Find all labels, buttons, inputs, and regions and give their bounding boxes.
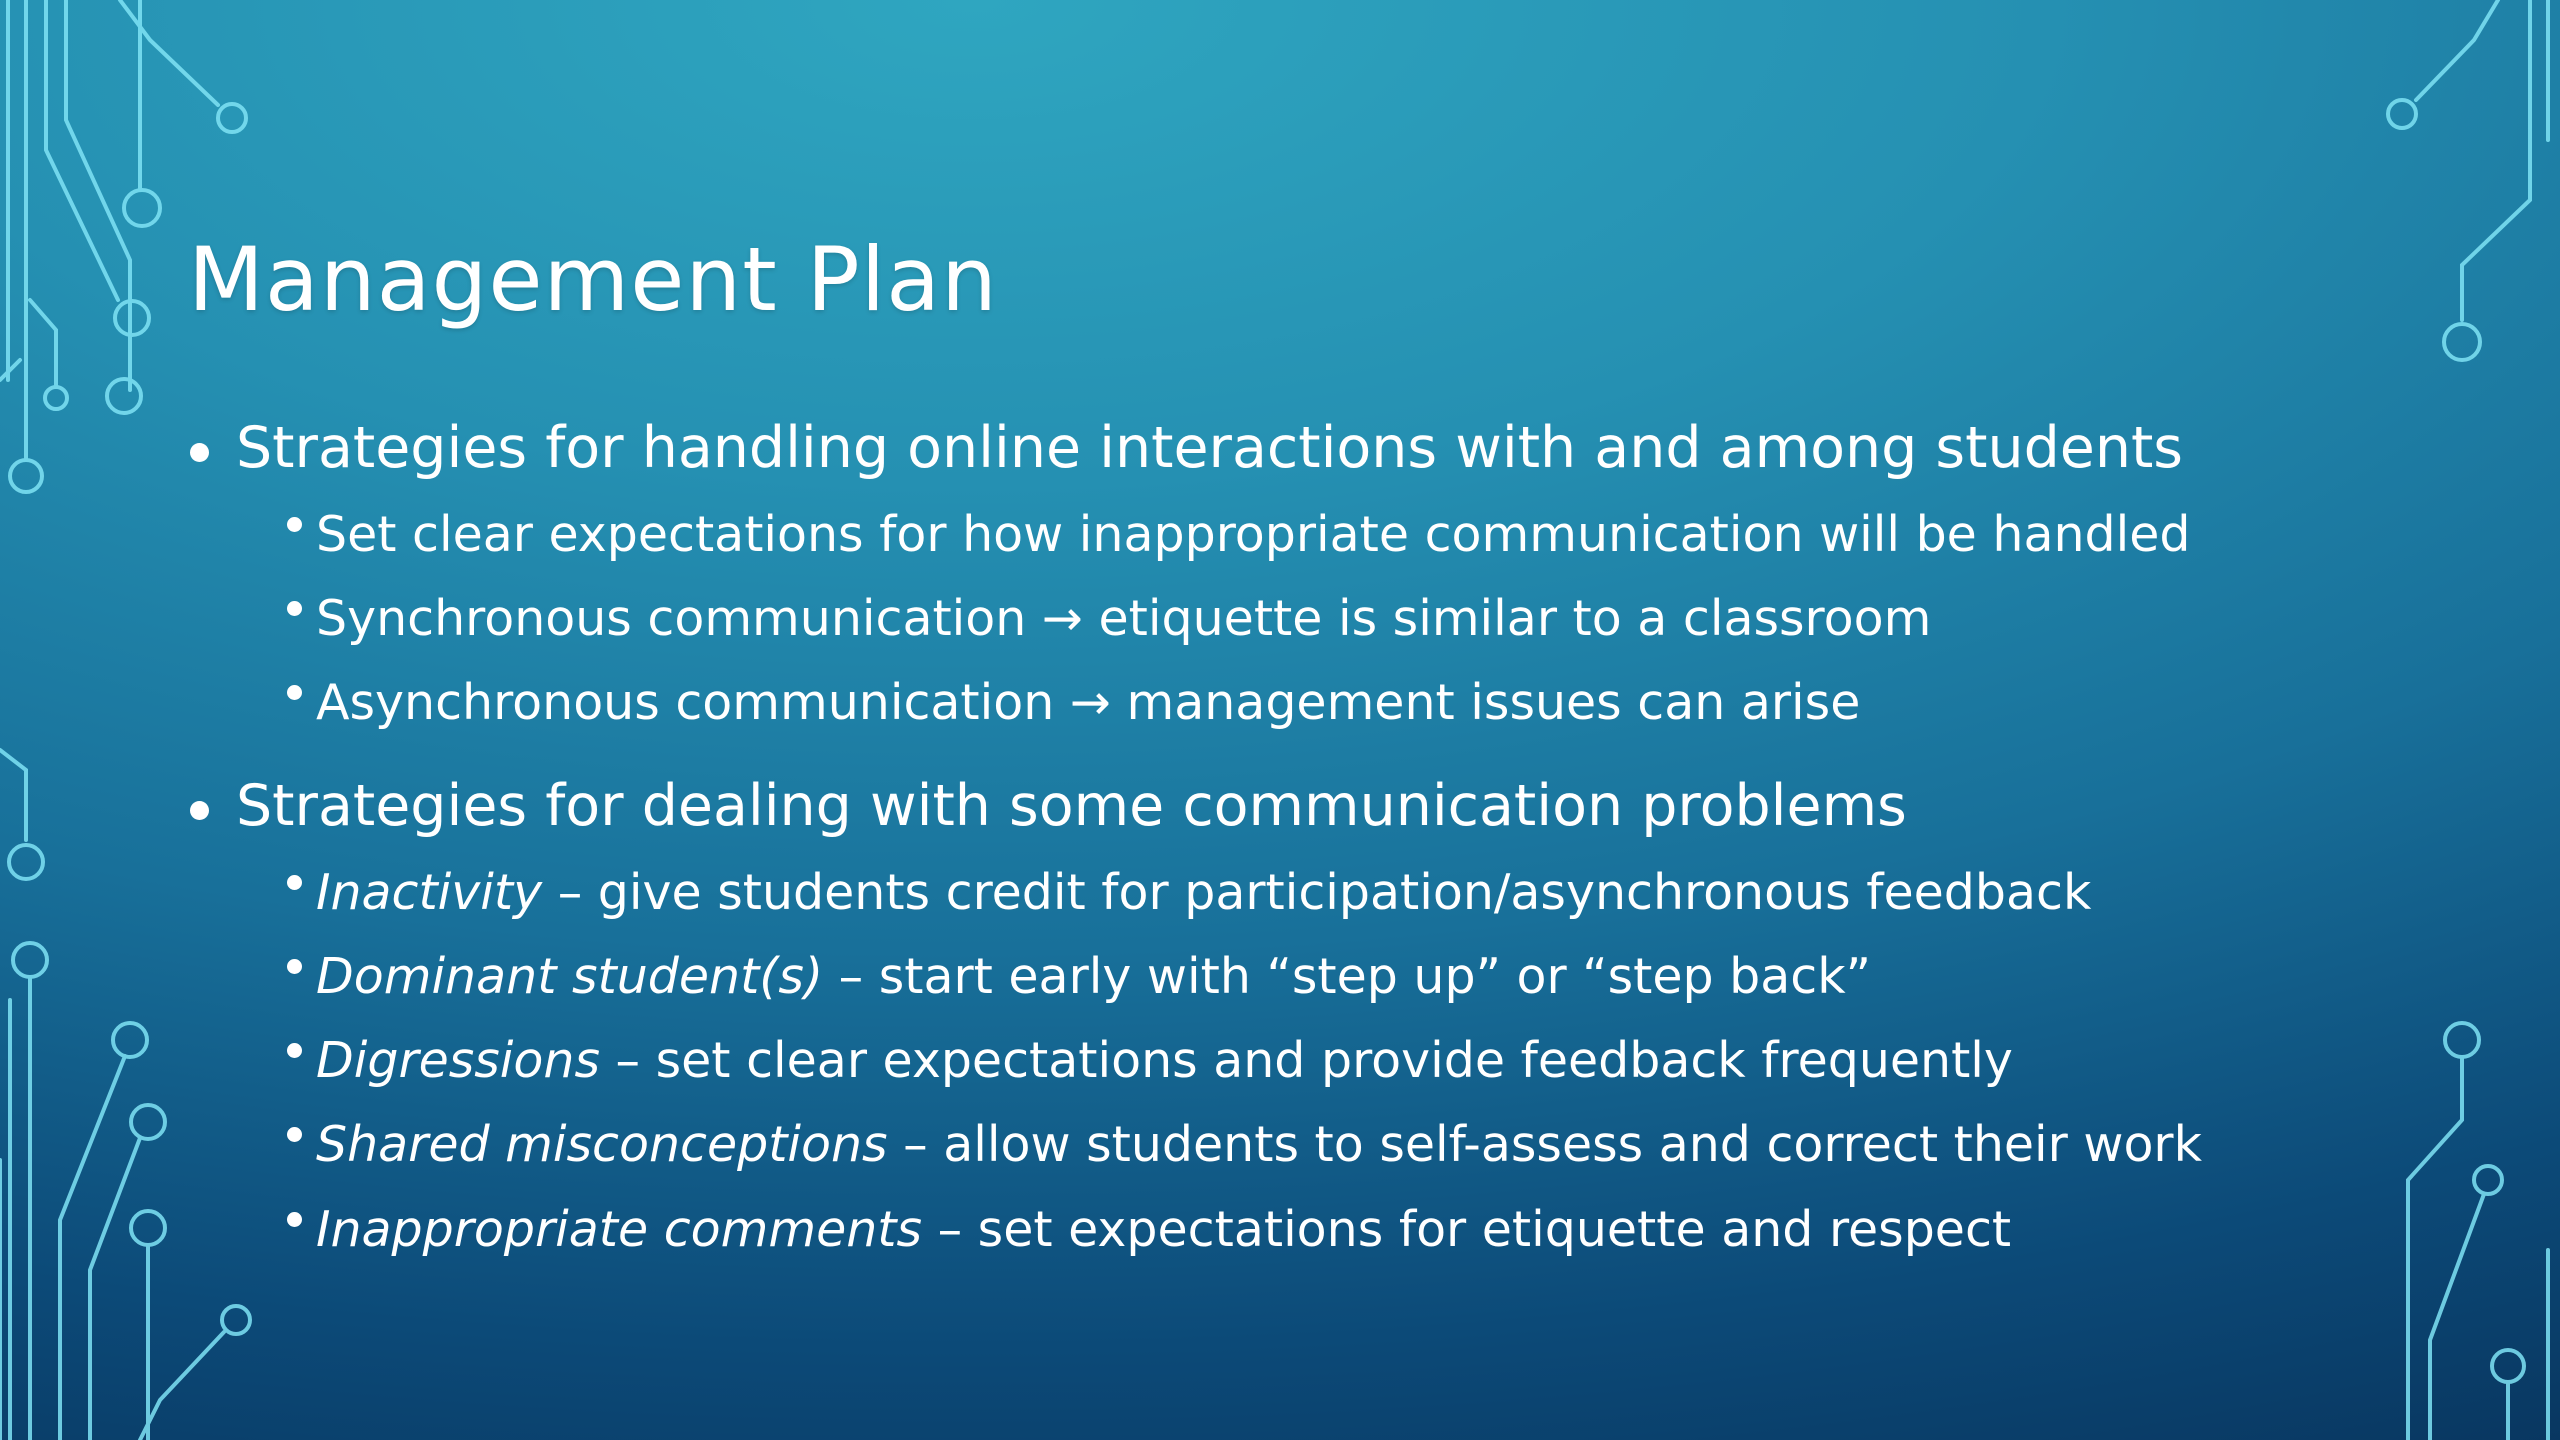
sub-bullet-text: Asynchronous communication → management issues can arise [316, 674, 1861, 732]
slide-title: Management Plan [188, 228, 998, 331]
bullet-interactions [188, 410, 2448, 746]
sub-bullet [188, 1019, 2448, 1103]
problem-strategy: – set expectations for etiquette and respect [922, 1200, 2012, 1258]
bullet-problems [188, 768, 2448, 1272]
problem-term: Dominant student(s) [316, 947, 824, 1005]
problem-term: Inactivity [316, 863, 543, 921]
sub-bullet [188, 851, 2448, 935]
sub-bullet-text: Set clear expectations for how inappropriate communication will be handled [316, 505, 2191, 563]
bullet-text: Strategies for dealing with some communication problems [236, 772, 1907, 839]
sub-bullet [188, 661, 2448, 745]
sub-bullet-list [236, 493, 2448, 746]
problem-strategy: – set clear expectations and provide feedback frequently [599, 1032, 2013, 1090]
problem-term: Digressions [316, 1032, 600, 1090]
bullet-text: Strategies for handling online interactions with and among students [236, 415, 2183, 481]
sub-bullet-dot [287, 875, 302, 890]
problem-strategy: – allow students to self-assess and correct their work [887, 1116, 2202, 1174]
sub-bullet-dot [287, 959, 302, 974]
sub-bullet-dot [287, 1212, 302, 1227]
sub-bullet [188, 577, 2448, 661]
sub-bullet [188, 1103, 2448, 1187]
sub-bullet [188, 1188, 2448, 1272]
sub-bullet-text: Synchronous communication → etiquette is similar to a classroom [316, 590, 1932, 648]
sub-bullet-list [236, 851, 2448, 1272]
problem-strategy: – give students credit for participation/asynchronous feedback [542, 863, 2092, 921]
bullet-list [188, 410, 2448, 1272]
bullet-dot [190, 443, 209, 462]
sub-bullet [188, 935, 2448, 1019]
sub-bullet-dot [287, 517, 302, 532]
problem-term: Inappropriate comments [316, 1200, 923, 1258]
sub-bullet [188, 493, 2448, 577]
problem-strategy: – start early with “step up” or “step back” [823, 947, 1872, 1005]
problem-term: Shared misconceptions [316, 1116, 888, 1174]
bullet-dot [190, 801, 209, 820]
